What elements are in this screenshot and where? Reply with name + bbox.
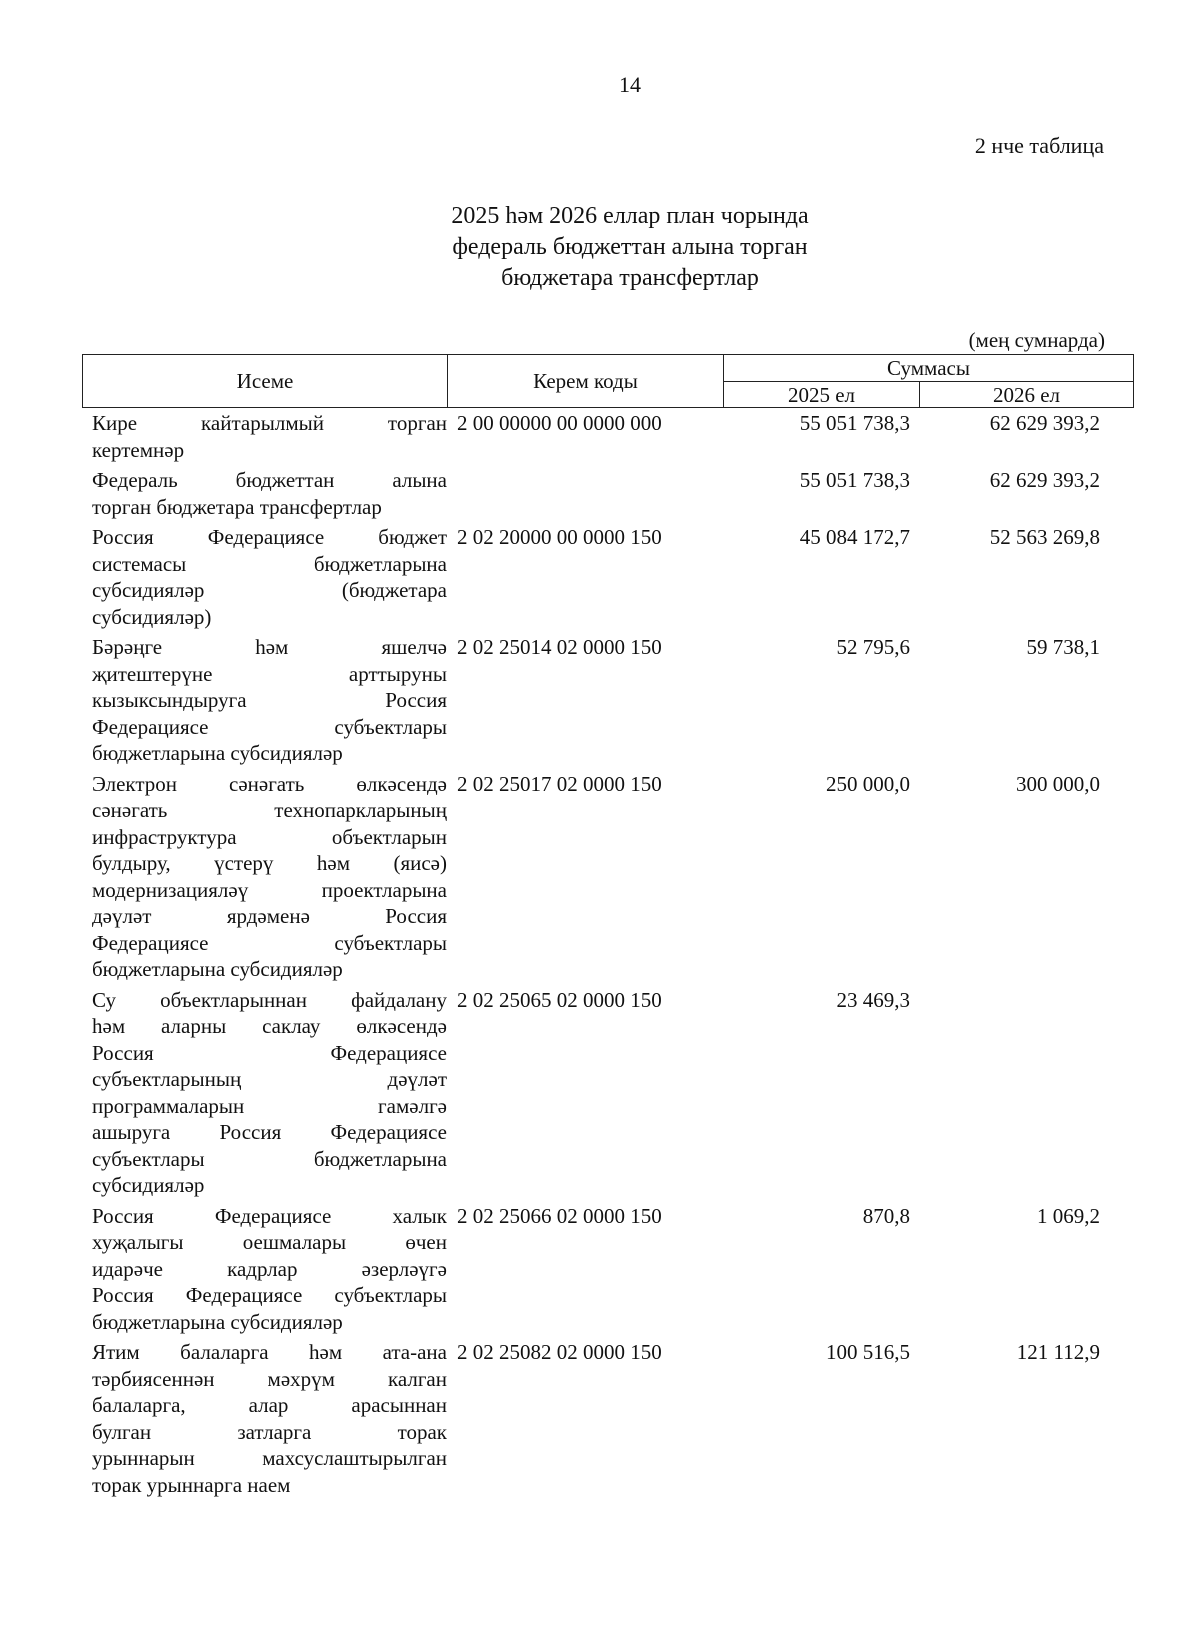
row-name-line: торак урыннарга наем [92, 1472, 291, 1497]
table-row [92, 524, 1132, 630]
units-note: (мең сумнарда) [968, 328, 1105, 352]
header-sums: Суммасы [724, 355, 1134, 382]
row-code: 2 02 20000 00 0000 150 [457, 525, 662, 549]
row-code: 2 02 25082 02 0000 150 [457, 1340, 662, 1364]
row-name-line: булган затларга торак [92, 1419, 447, 1444]
row-name-line: Электрон сәнәгать өлкәсендә [92, 771, 447, 796]
row-value-2026: 1 069,2 [1037, 1203, 1100, 1228]
row-name [92, 987, 447, 1199]
row-name-line: ашыруга Россия Федерациясе [92, 1120, 447, 1144]
row-name-line: системасы бюджетларына [92, 551, 447, 576]
row-name-line: урыннарын махсуслаштырылган [92, 1446, 447, 1470]
row-name-line: субсидияләр) [92, 604, 212, 629]
row-name [92, 410, 447, 463]
row-value-2026: 52 563 269,8 [989, 525, 1100, 549]
table-body [92, 410, 1132, 1502]
row-code: 2 02 25065 02 0000 150 [457, 987, 662, 1012]
row-code: 2 02 25017 02 0000 150 [457, 771, 662, 796]
row-name-line: Бәрәңге һәм яшелчә [92, 635, 447, 659]
row-code: 2 00 00000 00 0000 000 [457, 411, 662, 435]
header-name: Исеме [83, 355, 448, 408]
row-value-2025: 100 516,5 [826, 1340, 910, 1364]
row-code: 2 02 25014 02 0000 150 [457, 635, 662, 659]
row-name-line: бюджетларына субсидияләр [92, 741, 343, 765]
row-name-line: булдыру, үстерү һәм (яисә) [92, 851, 447, 875]
row-value-2025: 52 795,6 [836, 635, 910, 659]
table-row [92, 1203, 1132, 1336]
row-name-line: субъектлары бюджетларына [92, 1146, 447, 1171]
row-name-line: һәм аларны саклау өлкәсендә [92, 1014, 447, 1038]
page-number: 14 [619, 72, 641, 97]
row-name-line: Россия Федерациясе [92, 1040, 447, 1065]
row-name-line: хуҗалыгы оешмалары өчен [92, 1230, 447, 1254]
row-value-2025: 45 084 172,7 [799, 525, 910, 549]
table-row [92, 410, 1132, 463]
row-name-line: субъектларының дәүләт [92, 1067, 447, 1091]
row-name-line: торган бюджетара трансфертлар [92, 494, 382, 519]
row-value-2025: 250 000,0 [826, 771, 910, 796]
table-row [92, 987, 1132, 1199]
document-title [300, 201, 960, 294]
row-name-line: дәүләт ярдәменә Россия [92, 904, 447, 928]
row-name-line: субсидияләр [92, 1173, 205, 1197]
row-name-line: Россия Федерациясе халык [92, 1203, 447, 1228]
header-year-2026: 2026 ел [920, 382, 1134, 408]
row-name-line: Федерациясе субъектлары [92, 714, 447, 739]
row-name [92, 1203, 447, 1336]
row-value-2025: 55 051 738,3 [799, 411, 910, 435]
row-name-line: бюджетларына субсидияләр [92, 1309, 343, 1334]
table-header [82, 354, 1134, 408]
row-name-line: субсидияләр (бюджетара [92, 578, 447, 602]
row-name-line: тәрбиясеннән мәхрүм калган [92, 1366, 447, 1391]
row-name-line: җитештерүне арттыруны [92, 661, 447, 686]
row-value-2025: 23 469,3 [836, 987, 910, 1012]
row-name-line: сәнәгать технопаркларының [92, 798, 447, 822]
row-name-line: кертемнәр [92, 437, 185, 462]
row-name [92, 771, 447, 983]
header-year-2025: 2025 ел [724, 382, 920, 408]
row-name-line: Россия Федерациясе бюджет [92, 525, 447, 549]
row-value-2026: 121 112,9 [1016, 1340, 1100, 1364]
row-value-2026: 62 629 393,2 [989, 411, 1100, 435]
row-name-line: программаларын гамәлгә [92, 1093, 447, 1118]
table-row [92, 771, 1132, 983]
row-value-2025: 870,8 [862, 1203, 910, 1228]
title-line: бюджетара трансфертлар [501, 265, 759, 291]
row-name [92, 524, 447, 630]
table-row [92, 634, 1132, 767]
row-name-line: инфраструктура объектларын [92, 824, 447, 849]
row-name-line: Кире кайтарылмый торган [92, 411, 447, 435]
row-name [92, 634, 447, 767]
row-name-line: балаларга, алар арасыннан [92, 1393, 447, 1417]
row-value-2025: 55 051 738,3 [799, 468, 910, 492]
row-code: 2 02 25066 02 0000 150 [457, 1203, 662, 1228]
row-value-2026: 300 000,0 [1016, 771, 1100, 796]
row-name-line: Ятим балаларга һәм ата-ана [92, 1340, 447, 1364]
row-name-line: Федераль бюджеттан алына [92, 468, 447, 492]
title-line: федераль бюджеттан алына торган [452, 234, 808, 260]
header-code: Керем коды [448, 355, 724, 408]
row-name-line: идарәче кадрлар әзерләүгә [92, 1256, 447, 1281]
row-name [92, 1339, 447, 1498]
row-value-2026: 62 629 393,2 [989, 468, 1100, 492]
row-value-2026: 59 738,1 [1026, 635, 1100, 659]
title-line: 2025 һәм 2026 еллар план чорында [451, 203, 809, 229]
row-name-line: Федерациясе субъектлары [92, 930, 447, 955]
row-name-line: Су объектларыннан файдалану [92, 987, 447, 1012]
table-row [92, 467, 1132, 520]
row-name [92, 467, 447, 520]
table-label: 2 нче таблица [974, 133, 1104, 158]
row-name-line: кызыксындыруга Россия [92, 688, 447, 712]
row-name-line: бюджетларына субсидияләр [92, 957, 343, 981]
table-row [92, 1339, 1132, 1498]
row-name-line: модернизацияләү проектларына [92, 877, 447, 902]
row-name-line: Россия Федерациясе субъектлары [92, 1283, 447, 1307]
